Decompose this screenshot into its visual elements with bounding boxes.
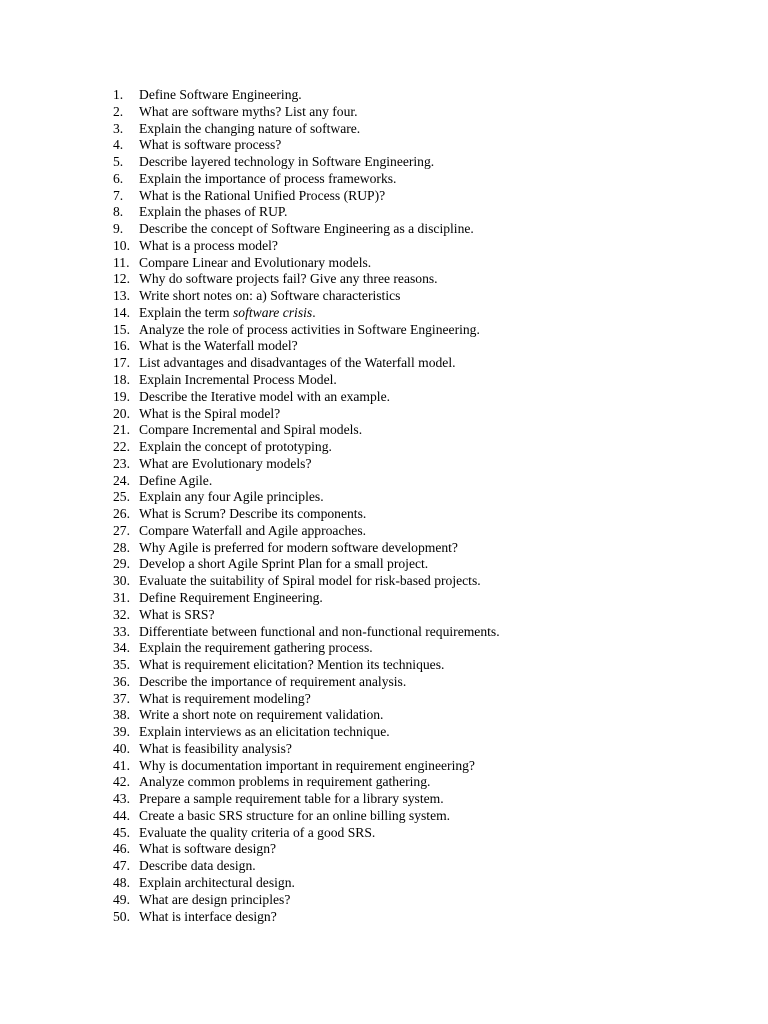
question-item [113,640,500,657]
question-text [139,691,311,708]
question-item [113,707,500,724]
question-text [139,188,385,205]
question-text-suffix: . [312,304,316,320]
question-item [113,858,500,875]
question-text-main: Why do software projects fail? Give any three reasons. [139,271,438,287]
question-number: 5. [113,154,124,170]
question-number: 27. [113,522,130,538]
question-number: 33. [113,623,130,639]
question-text [139,825,375,842]
question-text [139,556,428,573]
question-number: 10. [113,237,130,253]
question-item [113,338,500,355]
question-number: 50. [113,908,130,924]
question-text-main: Describe the importance of requirement analysis. [139,673,407,689]
question-text [139,372,337,389]
question-item [113,171,500,188]
question-text-main: What are software myths? List any four. [139,103,358,119]
question-text-main: What is SRS? [139,606,215,622]
question-number: 18. [113,372,130,388]
question-text-main: Describe data design. [139,858,256,874]
question-number: 48. [113,874,130,890]
question-number: 20. [113,405,130,421]
question-text-main: Evaluate the suitability of Spiral model for risk-based projects. [139,573,481,589]
question-text [139,892,290,909]
question-item [113,137,500,154]
question-number: 35. [113,657,130,673]
question-number: 42. [113,774,130,790]
question-number: 8. [113,204,124,220]
question-text-main: What is software design? [139,841,277,857]
question-item [113,305,500,322]
question-text [139,171,396,188]
question-item [113,456,500,473]
question-item [113,355,500,372]
question-number: 1. [113,87,124,102]
question-item [113,624,500,641]
question-number: 36. [113,673,130,689]
question-item [113,389,500,406]
question-item [113,238,500,255]
question-text-main: What are Evolutionary models? [139,455,312,471]
question-item [113,506,500,523]
question-text [139,422,362,439]
question-item [113,87,500,104]
question-item [113,892,500,909]
question-number: 28. [113,539,130,555]
question-item [113,590,500,607]
question-text [139,271,438,288]
question-item [113,607,500,624]
question-text [139,506,366,523]
question-number: 32. [113,606,130,622]
question-text [139,204,287,221]
question-text [139,791,444,808]
question-text-main: Write a short note on requirement validation. [139,707,384,723]
question-text [139,456,312,473]
question-text [139,489,324,506]
question-text-emphasis: software crisis [233,304,313,320]
question-number: 14. [113,304,130,320]
question-number: 4. [113,137,124,153]
question-text-main: Why is documentation important in requirement engineering? [139,757,475,773]
question-number: 49. [113,891,130,907]
question-number: 15. [113,321,130,337]
question-text [139,590,323,607]
question-text-main: What is the Waterfall model? [139,338,298,354]
question-item [113,473,500,490]
question-text [139,724,390,741]
question-text-main: Explain the phases of RUP. [139,204,288,220]
question-text [139,758,475,775]
question-text-main: Compare Incremental and Spiral models. [139,422,363,438]
question-text [139,322,480,339]
question-item [113,556,500,573]
question-item [113,204,500,221]
question-text [139,858,256,875]
question-text-main: List advantages and disadvantages of the Waterfall model. [139,355,456,371]
question-text [139,238,278,255]
question-number: 40. [113,740,130,756]
question-text [139,288,400,305]
question-item [113,825,500,842]
question-text [139,137,281,154]
question-text-main: What is requirement modeling? [139,690,311,706]
question-text [139,657,444,674]
question-text-main: What is feasibility analysis? [139,740,292,756]
question-text [139,841,276,858]
question-item [113,221,500,238]
question-item [113,791,500,808]
question-number: 2. [113,103,124,119]
question-text-main: Define Agile. [139,472,213,488]
question-text [139,607,215,624]
question-text-main: Explain the term [139,304,233,320]
question-text [139,255,371,272]
question-number: 17. [113,355,130,371]
question-number: 25. [113,489,130,505]
question-item [113,841,500,858]
question-number: 22. [113,439,130,455]
question-text [139,389,390,406]
question-item [113,808,500,825]
question-item [113,288,500,305]
question-item [113,724,500,741]
question-text-main: What is a process model? [139,237,278,253]
question-number: 11. [113,254,130,270]
question-list [113,87,500,925]
question-item [113,523,500,540]
question-text [139,674,406,691]
question-item [113,691,500,708]
question-number: 31. [113,589,130,605]
question-text-main: Explain Incremental Process Model. [139,372,337,388]
question-number: 41. [113,757,130,773]
question-text-main: Define Requirement Engineering. [139,589,323,605]
question-text-main: Evaluate the quality criteria of a good SRS. [139,824,376,840]
question-text-main: What is software process? [139,137,282,153]
question-number: 21. [113,422,130,438]
question-text-main: Describe the Iterative model with an example. [139,388,391,404]
question-item [113,406,500,423]
question-text-main: What is Scrum? Describe its components. [139,506,367,522]
question-number: 19. [113,388,130,404]
question-text [139,87,302,104]
question-text-main: Explain the importance of process frameworks. [139,170,397,186]
question-text-main: Compare Linear and Evolutionary models. [139,254,372,270]
question-number: 9. [113,221,124,237]
question-text-main: Compare Waterfall and Agile approaches. [139,522,367,538]
question-item [113,271,500,288]
question-item [113,121,500,138]
question-item [113,489,500,506]
question-text-main: What is requirement elicitation? Mention its techniques. [139,657,445,673]
question-text [139,624,500,641]
question-number: 13. [113,288,130,304]
question-text-main: What are design principles? [139,891,291,907]
question-number: 43. [113,791,130,807]
question-text [139,473,212,490]
question-text-main: Create a basic SRS structure for an online billing system. [139,807,451,823]
question-text-main: Explain interviews as an elicitation technique. [139,724,390,740]
question-item [113,909,500,926]
question-text [139,104,358,121]
question-text [139,439,332,456]
question-text-main: Differentiate between functional and non-functional requirements. [139,623,500,639]
question-text [139,154,434,171]
question-text-main: Write short notes on: a) Software characteristics [139,288,401,304]
question-text-main: Analyze common problems in requirement gathering. [139,774,431,790]
question-number: 23. [113,455,130,471]
question-text [139,808,450,825]
question-item [113,540,500,557]
question-text-main: What is interface design? [139,908,277,924]
question-text-main: Describe the concept of Software Engineering as a discipline. [139,221,474,237]
question-text [139,121,360,138]
question-number: 44. [113,807,130,823]
question-item [113,741,500,758]
question-number: 47. [113,858,130,874]
question-number: 46. [113,841,130,857]
question-number: 12. [113,271,130,287]
question-text [139,523,366,540]
question-item [113,188,500,205]
question-text-main: Describe layered technology in Software Engineering. [139,154,435,170]
question-text [139,221,474,238]
question-item [113,674,500,691]
question-text [139,305,316,322]
question-item [113,322,500,339]
question-item [113,657,500,674]
question-number: 26. [113,506,130,522]
question-item [113,774,500,791]
question-number: 34. [113,640,130,656]
question-text [139,741,292,758]
question-number: 6. [113,170,124,186]
question-number: 24. [113,472,130,488]
question-number: 39. [113,724,130,740]
question-text-main: Prepare a sample requirement table for a library system. [139,791,444,807]
question-text-main: What is the Spiral model? [139,405,281,421]
question-number: 7. [113,187,124,203]
question-number: 38. [113,707,130,723]
question-item [113,372,500,389]
question-text [139,875,295,892]
question-item [113,255,500,272]
question-text-main: Explain architectural design. [139,874,295,890]
question-number: 3. [113,120,124,136]
question-item [113,422,500,439]
question-number: 45. [113,824,130,840]
question-item [113,439,500,456]
question-text [139,540,458,557]
question-item [113,573,500,590]
question-text-main: Develop a short Agile Sprint Plan for a small project. [139,556,429,572]
question-text [139,355,456,372]
question-text [139,406,280,423]
question-text-main: What is the Rational Unified Process (RUP)? [139,187,386,203]
question-number: 30. [113,573,130,589]
question-text [139,707,383,724]
question-text-main: Explain the requirement gathering process. [139,640,373,656]
question-text [139,774,430,791]
question-item [113,758,500,775]
question-number: 16. [113,338,130,354]
question-text-main: Explain the concept of prototyping. [139,439,332,455]
question-text [139,909,277,926]
question-text-main: Explain any four Agile principles. [139,489,324,505]
question-text [139,640,373,657]
question-text-main: Why Agile is preferred for modern software development? [139,539,458,555]
question-number: 29. [113,556,130,572]
question-text [139,338,298,355]
question-item [113,154,500,171]
question-text [139,573,481,590]
question-item [113,104,500,121]
question-text-main: Analyze the role of process activities in Software Engineering. [139,321,480,337]
question-item [113,875,500,892]
question-text-main: Explain the changing nature of software. [139,120,361,136]
question-text-main: Define Software Engineering. [139,87,302,102]
question-number: 37. [113,690,130,706]
